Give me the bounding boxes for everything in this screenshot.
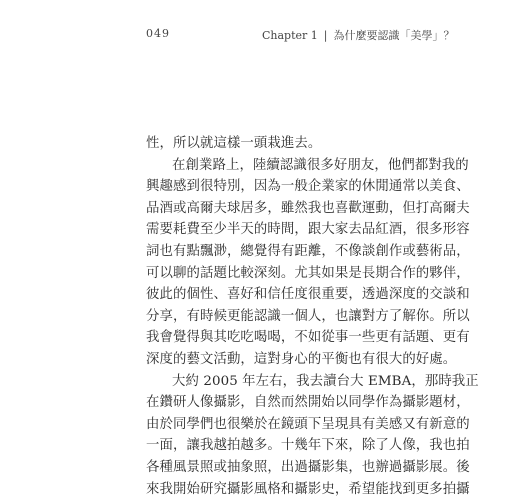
page-number: 049	[146, 27, 170, 40]
running-head	[262, 27, 455, 43]
text-line: 一面，讓我越拍越多。十幾年下來，除了人像，我也拍	[146, 438, 470, 454]
header-separator: |	[323, 29, 328, 42]
chapter-title: 為什麼要認識「美學」？	[333, 29, 455, 42]
chapter-label: Chapter 1	[262, 29, 318, 42]
text-line: 詞也有點飄渺，總覺得有距離，不像談創作或藝術品，	[146, 243, 470, 259]
text-line: 深度的藝文活動，這對身心的平衡也有很大的好處。	[146, 351, 457, 367]
text-line: 大約 2005 年左右，我去讀台大 EMBA，那時我正	[172, 373, 479, 389]
text-line: 興趣感到很特別，因為一般企業家的休閒通常以美食、	[146, 179, 470, 195]
text-line: 由於同學們也很樂於在鏡頭下呈現具有美感又有新意的	[146, 416, 470, 432]
text-line: 需要耗費至少半天的時間，跟大家去品紅酒，很多形容	[146, 222, 470, 238]
text-line: 在創業路上，陸續認識很多好朋友，他們都對我的	[172, 157, 469, 173]
text-line: 性，所以就這樣一頭栽進去。	[146, 136, 322, 151]
text-line: 來我開始研究攝影風格和攝影史，希望能找到更多拍攝	[146, 481, 470, 497]
text-line: 分享，有時候更能認識一個人，也讓對方了解你。所以	[146, 308, 470, 324]
text-line: 各種風景照或抽象照，出過攝影集，也辦過攝影展。後	[146, 459, 470, 475]
text-line: 品酒或高爾夫球居多，雖然我也喜歡運動，但打高爾夫	[146, 200, 470, 216]
text-line: 可以聊的話題比較深刻。尤其如果是長期合作的夥伴，	[146, 265, 470, 281]
text-line: 在鑽研人像攝影，自然而然開始以同學作為攝影題材，	[146, 395, 470, 411]
text-line: 我會覺得與其吃吃喝喝，不如從事一些更有話題、更有	[146, 330, 470, 346]
text-line: 彼此的個性、喜好和信任度很重要，透過深度的交談和	[146, 287, 470, 303]
body-text	[146, 133, 479, 500]
